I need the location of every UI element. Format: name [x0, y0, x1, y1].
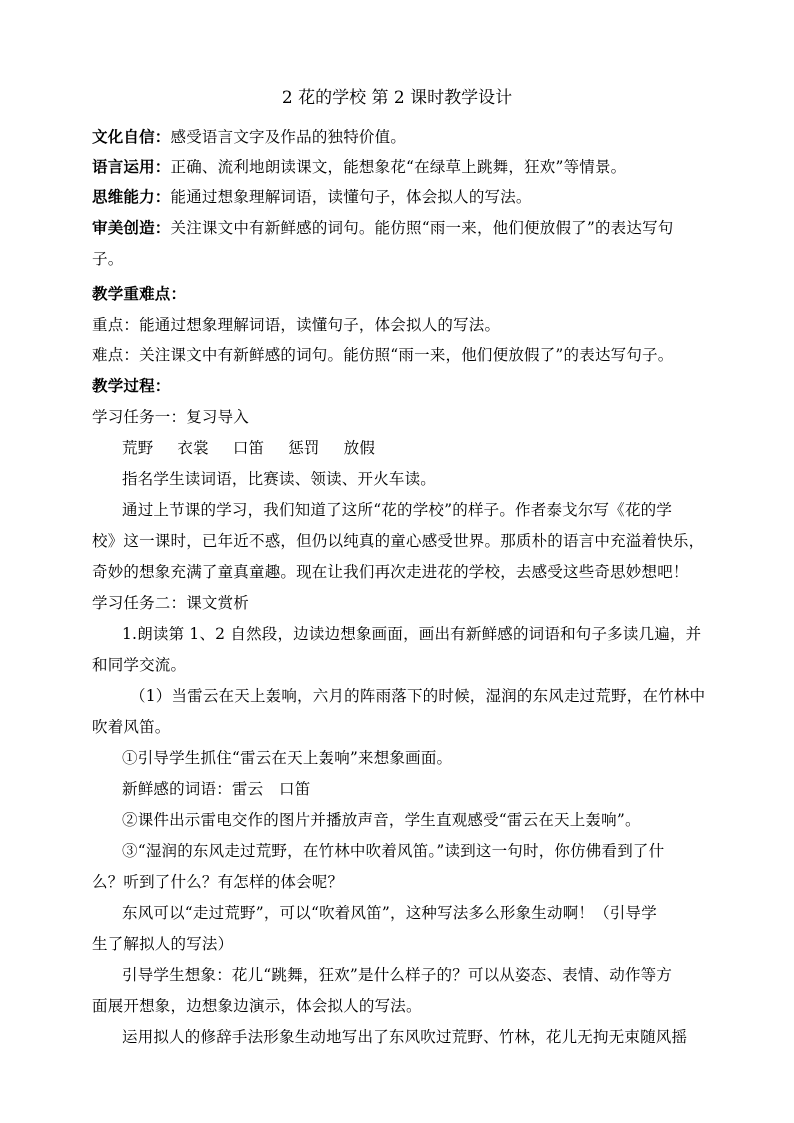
goal-label: 思维能力： [92, 187, 171, 206]
heading-text: 教学过程： [92, 376, 171, 395]
review-words [122, 437, 704, 459]
review-word: 放假 [343, 439, 376, 457]
review-word: 荒野 [122, 439, 154, 457]
guide-3-line: 么？听到了什么？有怎样的体会呢？ [92, 873, 344, 891]
imagine-line: 引导学生想象：花儿“跳舞，狂欢”是什么样子的？可以从姿态、表情、动作等方 [122, 966, 673, 984]
goal-text: 关注课文中有新鲜感的词句。能仿照“雨一来，他们便放假了”的表达写句 [170, 219, 674, 237]
sentence1-line: （1）当雷云在天上轰响，六月的阵雨落下的时候，湿润的东风走过荒野，在竹林中 [130, 687, 706, 705]
summary-line: 运用拟人的修辞手法形象生动地写出了东风吹过荒野、竹林，花儿无拘无束随风摇 [122, 1028, 688, 1046]
goal-label: 文化自信： [92, 127, 171, 146]
review-word: 衣裳 [177, 439, 209, 457]
explain-line: 东风可以“走过荒野”，可以“吹着风笛”，这种写法多么形象生动啊！（引导学 [122, 904, 657, 922]
intro-line: 奇妙的想象充满了童真童趣。现在让我们再次走进花的学校，去感受这些奇思妙想吧！ [92, 563, 689, 581]
goal-text: 感受语言文字及作品的独特价值。 [170, 128, 407, 146]
intro-line: 通过上节课的学习，我们知道了这所“花的学校”的样子。作者泰戈尔写《花的学 [122, 501, 673, 519]
goal-text: 正确、流利地朗读课文，能想象花“在绿草上跳舞，狂欢”等情景。 [170, 158, 627, 176]
difficult-point: 难点：关注课文中有新鲜感的词句。能仿照“雨一来，他们便放假了”的表达写句子。 [92, 346, 674, 364]
key-points-heading [92, 283, 704, 305]
key-point: 重点：能通过想象理解词语，读懂句子，体会拟人的写法。 [92, 316, 501, 334]
guide-3-line: ③“湿润的东风走过荒野，在竹林中吹着风笛。”读到这一句时，你仿佛看到了什 [122, 842, 665, 860]
guide-1: ①引导学生抓住“雷云在天上轰响”来想象画面。 [122, 749, 453, 767]
goal-aesthetic-cont: 子。 [92, 250, 124, 268]
heading-text: 教学重难点： [92, 284, 187, 303]
task1-heading: 学习任务一：复习导入 [92, 408, 250, 426]
goal-language [92, 156, 704, 178]
goal-text: 能通过想象理解词语，读懂句子，体会拟人的写法。 [170, 188, 532, 206]
goal-label: 审美创造： [92, 218, 171, 237]
guide-2: ②课件出示雷电交作的图片并播放声音，学生直观感受“雷云在天上轰响”。 [122, 811, 641, 829]
explain-line: 生了解拟人的写法） [92, 935, 234, 953]
sentence1-line: 吹着风笛。 [92, 718, 171, 736]
review-word: 口笛 [232, 439, 265, 457]
reading-method: 指名学生读词语，比赛读、领读、开火车读。 [122, 470, 437, 488]
step1-line: 和同学交流。 [92, 656, 187, 674]
goal-culture [92, 126, 704, 148]
goal-aesthetic [92, 217, 704, 239]
process-heading [92, 375, 704, 397]
goal-thinking [92, 186, 704, 208]
fresh-words: 新鲜感的词语：雷云 口笛 [122, 780, 311, 798]
goal-label: 语言运用： [92, 157, 171, 176]
intro-line: 校》这一课时，已年近不惑，但仍以纯真的童心感受世界。那质朴的语言中充溢着快乐， [92, 532, 705, 550]
imagine-line: 面展开想象，边想象边演示，体会拟人的写法。 [92, 997, 422, 1015]
page-title: 2 花的学校 第 2 课时教学设计 [281, 88, 513, 108]
task2-heading: 学习任务二：课文赏析 [92, 594, 250, 612]
review-word: 惩罚 [288, 439, 320, 457]
step1-line: 1.朗读第 1、2 自然段，边读边想象画面，画出有新鲜感的词语和句子多读几遍，并 [122, 625, 702, 643]
